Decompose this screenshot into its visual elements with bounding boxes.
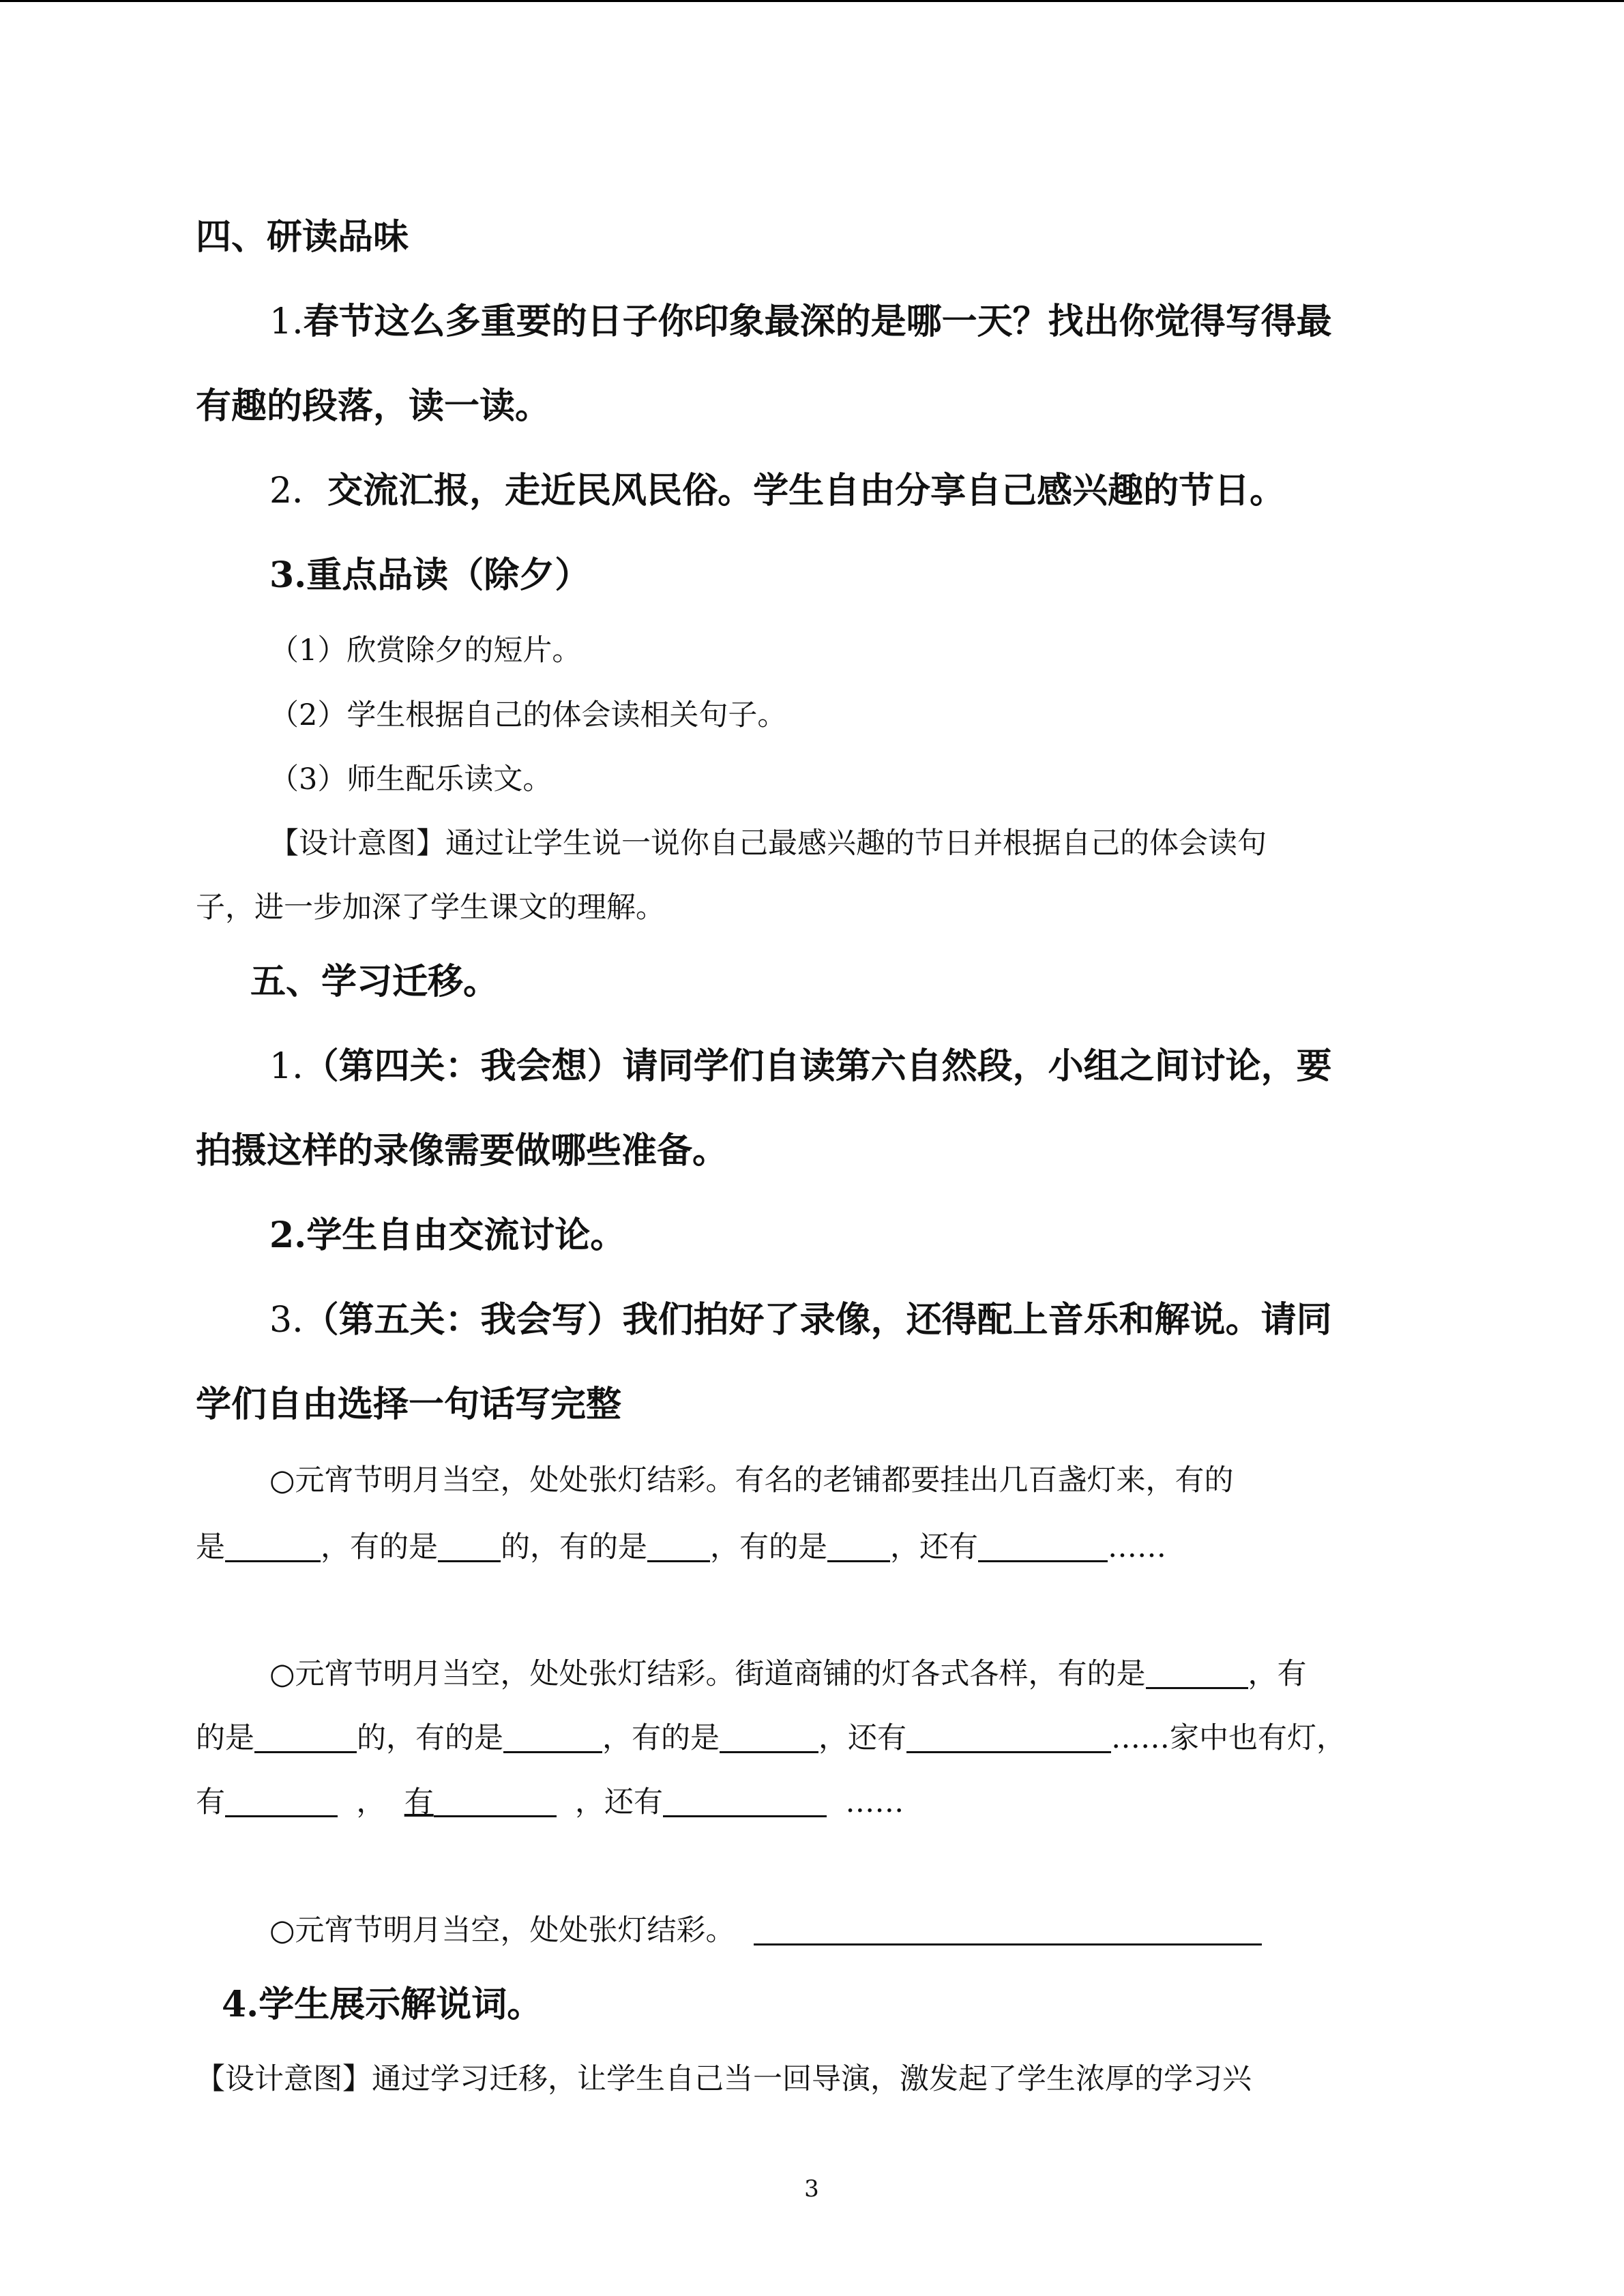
ex2-blank-4[interactable]: [720, 1721, 818, 1753]
s4-step-3: （3）师生配乐读文。: [269, 762, 552, 796]
exercise-3: [269, 1913, 1262, 1948]
ex1-blank-1[interactable]: [225, 1530, 321, 1562]
ex2-text-g: ……家中也有灯，: [1111, 1721, 1346, 1755]
ex2-blank-6[interactable]: [225, 1785, 338, 1817]
ex1-blank-4[interactable]: [827, 1530, 890, 1562]
s4-question-2: [269, 470, 1286, 511]
section-4-title: 四、研读品味: [196, 216, 409, 258]
exercise-2-line-1: [269, 1657, 1307, 1689]
s5-question-3-line-2: 学们自由选择一句话写完整: [196, 1384, 622, 1425]
s5-question-3-text: （第五关：我会写）我们拍好了录像，还得配上音乐和解说。请同: [303, 1299, 1332, 1341]
ex2-blank-3[interactable]: [503, 1721, 602, 1753]
exercise-2-line-3: [196, 1785, 904, 1817]
ex2-blank-2[interactable]: [254, 1721, 357, 1753]
ex3-text: ○元宵节明月当空，处处张灯结彩。: [269, 1913, 735, 1948]
s4-design-intent-line-1: 【设计意图】通过让学生说一说你自己最感兴趣的节日并根据自己的体会读句: [269, 826, 1267, 861]
s4-design-intent-line-2: 子，进一步加深了学生课文的理解。: [196, 891, 665, 925]
s4-question-1-text: 春节这么多重要的日子你印象最深的是哪一天？找出你觉得写得最: [303, 301, 1332, 342]
ex1-text-a: 是: [196, 1530, 225, 1564]
ex1-blank-3[interactable]: [647, 1530, 710, 1562]
ex2-text-d: 的，有的是: [357, 1721, 503, 1755]
ex1-text-c: 的，有的是: [501, 1530, 647, 1564]
ex2-text-k: ，还有: [575, 1785, 664, 1819]
ex1-blank-5[interactable]: [978, 1530, 1108, 1562]
exercise-1-line-2: [196, 1530, 1166, 1562]
s5-question-2: 2.学生自由交流讨论。: [269, 1214, 626, 1256]
ex2-blank-1[interactable]: [1146, 1657, 1248, 1689]
s4-question-1-line-1: [269, 301, 1332, 342]
ex1-text-d: ，有的是: [710, 1530, 827, 1564]
s5-question-3-number: 3.: [269, 1300, 304, 1341]
s5-question-1-number: 1.: [269, 1046, 304, 1087]
ex2-text-j: 有: [404, 1785, 434, 1819]
s5-question-1-text: （第四关：我会想）请同学们自读第六自然段，小组之间讨论，要: [303, 1045, 1332, 1087]
s4-question-1-number: 1.: [269, 301, 304, 342]
ex2-text-b: ，有: [1247, 1657, 1307, 1691]
ex2-text-i: ，: [356, 1785, 386, 1819]
ex2-text-c: 的是: [196, 1721, 254, 1755]
s5-design-intent: 【设计意图】通过学习迁移，让学生自己当一回导演，激发起了学生浓厚的学习兴: [196, 2062, 1252, 2096]
ex2-text-l: ……: [845, 1785, 904, 1819]
s4-step-2: （2）学生根据自己的体会读相关句子。: [269, 698, 787, 732]
exercise-1-line-1: ○元宵节明月当空，处处张灯结彩。有名的老铺都要挂出几百盏灯来，有的: [269, 1463, 1234, 1497]
section-5-title: 五、学习迁移。: [250, 961, 499, 1002]
ex2-text-a: ○元宵节明月当空，处处张灯结彩。街道商铺的灯各式各样，有的是: [269, 1657, 1146, 1691]
ex1-blank-2[interactable]: [438, 1530, 501, 1562]
page-number: 3: [804, 2175, 819, 2203]
top-border: [0, 0, 1624, 2]
ex1-text-b: ，有的是: [321, 1530, 438, 1564]
s5-question-1-line-1: [269, 1045, 1332, 1087]
s4-question-1-line-2: 有趣的段落，读一读。: [196, 385, 551, 427]
s4-question-2-number: 2．: [269, 471, 328, 511]
ex1-text-f: ……: [1108, 1530, 1166, 1564]
exercise-2-line-2: [196, 1721, 1346, 1753]
ex2-blank-7[interactable]: [434, 1785, 557, 1817]
ex2-text-h: 有: [196, 1785, 225, 1819]
ex1-text-e: ，还有: [890, 1530, 978, 1564]
ex2-blank-8[interactable]: [663, 1785, 827, 1817]
s5-question-3-line-1: [269, 1299, 1332, 1341]
s4-step-1: （1）欣赏除夕的短片。: [269, 633, 582, 668]
s5-question-1-line-2: 拍摄这样的录像需要做哪些准备。: [196, 1130, 728, 1172]
ex2-blank-5[interactable]: [906, 1721, 1111, 1753]
ex2-text-f: ，还有: [818, 1721, 906, 1755]
ex3-blank[interactable]: [754, 1913, 1262, 1945]
ex2-text-e: ，有的是: [602, 1721, 720, 1755]
s5-question-4: 4.学生展示解说词。: [222, 1984, 543, 2025]
s4-question-3: 3.重点品读（除夕）: [269, 554, 591, 596]
s4-question-2-text: 交流汇报，走近民风民俗。学生自由分享自己感兴趣的节日。: [327, 470, 1286, 511]
